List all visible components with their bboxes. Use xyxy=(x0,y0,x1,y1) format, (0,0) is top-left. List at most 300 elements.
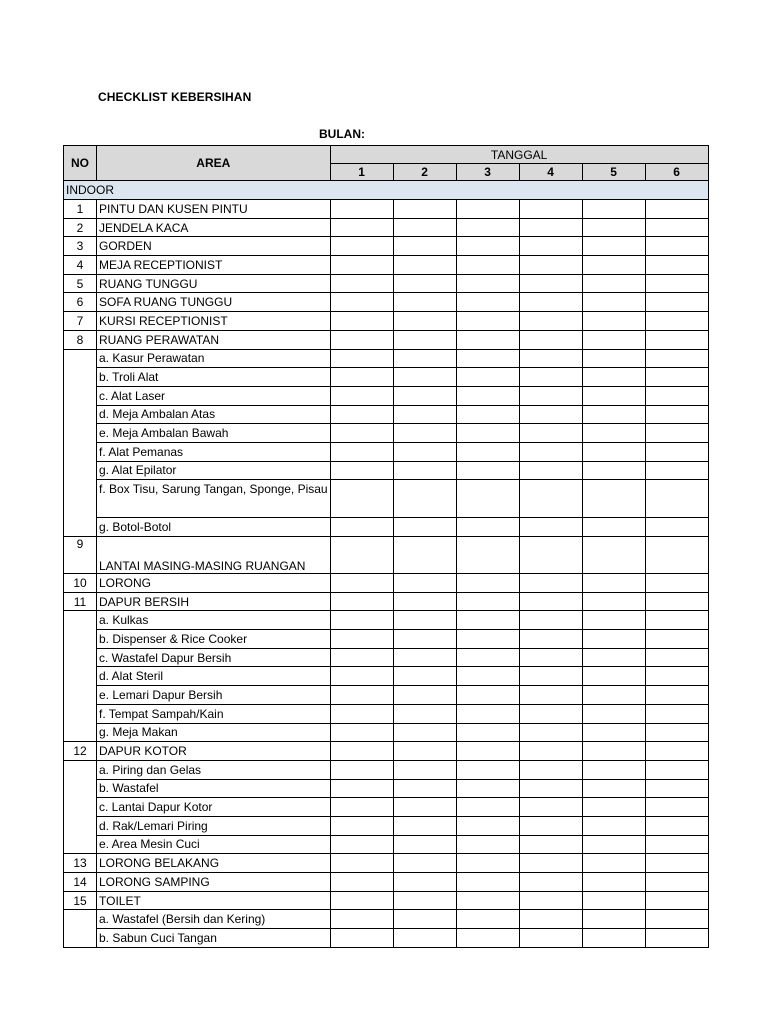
check-cell-day-3[interactable] xyxy=(456,592,519,611)
table-row xyxy=(64,274,709,293)
header-area: AREA xyxy=(97,146,331,181)
check-cell-day-1[interactable] xyxy=(330,891,393,910)
row-number xyxy=(64,611,97,742)
check-cell-day-5[interactable] xyxy=(582,218,645,237)
check-cell-day-3[interactable] xyxy=(456,368,519,387)
area-cell: b. Sabun Cuci Tangan xyxy=(97,929,331,948)
check-cell-day-3[interactable] xyxy=(456,667,519,686)
check-cell-day-3[interactable] xyxy=(456,293,519,312)
check-cell-day-6[interactable] xyxy=(645,368,708,387)
check-cell-day-1[interactable] xyxy=(330,480,393,518)
check-cell-day-5[interactable] xyxy=(582,723,645,742)
check-cell-day-6[interactable] xyxy=(645,873,708,892)
check-cell-day-2[interactable] xyxy=(393,480,456,518)
check-cell-day-3[interactable] xyxy=(456,218,519,237)
check-cell-day-4[interactable] xyxy=(519,929,582,948)
check-cell-day-2[interactable] xyxy=(393,816,456,835)
check-cell-day-4[interactable] xyxy=(519,816,582,835)
check-cell-day-6[interactable] xyxy=(645,330,708,349)
check-cell-day-4[interactable] xyxy=(519,854,582,873)
area-cell: DAPUR KOTOR xyxy=(97,742,331,761)
check-cell-day-1[interactable] xyxy=(330,779,393,798)
check-cell-day-1[interactable] xyxy=(330,349,393,368)
check-cell-day-1[interactable] xyxy=(330,611,393,630)
table-row xyxy=(64,648,709,667)
check-cell-day-4[interactable] xyxy=(519,312,582,331)
check-cell-day-5[interactable] xyxy=(582,518,645,537)
check-cell-day-4[interactable] xyxy=(519,480,582,518)
table-row xyxy=(64,386,709,405)
row-number: 8 xyxy=(64,330,97,349)
check-cell-day-1[interactable] xyxy=(330,742,393,761)
check-cell-day-1[interactable] xyxy=(330,667,393,686)
check-cell-day-1[interactable] xyxy=(330,312,393,331)
check-cell-day-3[interactable] xyxy=(456,442,519,461)
check-cell-day-1[interactable] xyxy=(330,330,393,349)
check-cell-day-6[interactable] xyxy=(645,537,708,574)
area-cell: f. Box Tisu, Sarung Tangan, Sponge, Pisau xyxy=(97,480,331,518)
check-cell-day-5[interactable] xyxy=(582,910,645,929)
check-cell-day-6[interactable] xyxy=(645,835,708,854)
check-cell-day-4[interactable] xyxy=(519,518,582,537)
check-cell-day-5[interactable] xyxy=(582,854,645,873)
table-row xyxy=(64,480,709,518)
check-cell-day-6[interactable] xyxy=(645,854,708,873)
check-cell-day-3[interactable] xyxy=(456,742,519,761)
check-cell-day-3[interactable] xyxy=(456,330,519,349)
check-cell-day-4[interactable] xyxy=(519,424,582,443)
area-cell: a. Kulkas xyxy=(97,611,331,630)
check-cell-day-3[interactable] xyxy=(456,274,519,293)
check-cell-day-4[interactable] xyxy=(519,256,582,275)
check-cell-day-5[interactable] xyxy=(582,592,645,611)
check-cell-day-5[interactable] xyxy=(582,368,645,387)
table-row xyxy=(64,461,709,480)
check-cell-day-1[interactable] xyxy=(330,368,393,387)
check-cell-day-5[interactable] xyxy=(582,704,645,723)
check-cell-day-4[interactable] xyxy=(519,386,582,405)
table-row xyxy=(64,368,709,387)
area-cell: c. Alat Laser xyxy=(97,386,331,405)
table-row xyxy=(64,518,709,537)
check-cell-day-2[interactable] xyxy=(393,312,456,331)
check-cell-day-3[interactable] xyxy=(456,518,519,537)
check-cell-day-1[interactable] xyxy=(330,405,393,424)
table-row xyxy=(64,537,709,574)
check-cell-day-3[interactable] xyxy=(456,349,519,368)
check-cell-day-1[interactable] xyxy=(330,218,393,237)
header-day: 5 xyxy=(582,164,645,181)
check-cell-day-4[interactable] xyxy=(519,349,582,368)
check-cell-day-5[interactable] xyxy=(582,293,645,312)
check-cell-day-6[interactable] xyxy=(645,293,708,312)
check-cell-day-1[interactable] xyxy=(330,798,393,817)
section-indoor: INDOOR xyxy=(64,181,709,200)
check-cell-day-4[interactable] xyxy=(519,686,582,705)
row-number: 12 xyxy=(64,742,97,761)
check-cell-day-5[interactable] xyxy=(582,742,645,761)
check-cell-day-4[interactable] xyxy=(519,442,582,461)
check-cell-day-6[interactable] xyxy=(645,630,708,649)
check-cell-day-1[interactable] xyxy=(330,854,393,873)
check-cell-day-3[interactable] xyxy=(456,798,519,817)
check-cell-day-6[interactable] xyxy=(645,218,708,237)
table-row xyxy=(64,200,709,219)
check-cell-day-6[interactable] xyxy=(645,667,708,686)
check-cell-day-2[interactable] xyxy=(393,835,456,854)
check-cell-day-4[interactable] xyxy=(519,200,582,219)
area-cell: b. Troli Alat xyxy=(97,368,331,387)
check-cell-day-3[interactable] xyxy=(456,574,519,593)
check-cell-day-1[interactable] xyxy=(330,237,393,256)
area-cell: c. Wastafel Dapur Bersih xyxy=(97,648,331,667)
check-cell-day-2[interactable] xyxy=(393,704,456,723)
area-cell: SOFA RUANG TUNGGU xyxy=(97,293,331,312)
check-cell-day-2[interactable] xyxy=(393,630,456,649)
table-row xyxy=(64,760,709,779)
check-cell-day-3[interactable] xyxy=(456,200,519,219)
row-number: 11 xyxy=(64,592,97,611)
check-cell-day-6[interactable] xyxy=(645,237,708,256)
check-cell-day-3[interactable] xyxy=(456,723,519,742)
check-cell-day-5[interactable] xyxy=(582,779,645,798)
check-cell-day-4[interactable] xyxy=(519,760,582,779)
area-cell: LORONG SAMPING xyxy=(97,873,331,892)
check-cell-day-6[interactable] xyxy=(645,349,708,368)
check-cell-day-2[interactable] xyxy=(393,386,456,405)
check-cell-day-2[interactable] xyxy=(393,873,456,892)
check-cell-day-2[interactable] xyxy=(393,424,456,443)
check-cell-day-6[interactable] xyxy=(645,256,708,275)
area-cell: c. Lantai Dapur Kotor xyxy=(97,798,331,817)
check-cell-day-3[interactable] xyxy=(456,256,519,275)
check-cell-day-5[interactable] xyxy=(582,312,645,331)
check-cell-day-6[interactable] xyxy=(645,200,708,219)
area-cell: e. Meja Ambalan Bawah xyxy=(97,424,331,443)
check-cell-day-6[interactable] xyxy=(645,648,708,667)
check-cell-day-3[interactable] xyxy=(456,312,519,331)
area-cell: e. Lemari Dapur Bersih xyxy=(97,686,331,705)
check-cell-day-4[interactable] xyxy=(519,910,582,929)
row-number: 4 xyxy=(64,256,97,275)
check-cell-day-5[interactable] xyxy=(582,461,645,480)
check-cell-day-1[interactable] xyxy=(330,256,393,275)
area-cell: d. Alat Steril xyxy=(97,667,331,686)
table-row xyxy=(64,779,709,798)
check-cell-day-3[interactable] xyxy=(456,779,519,798)
check-cell-day-5[interactable] xyxy=(582,929,645,948)
check-cell-day-2[interactable] xyxy=(393,667,456,686)
area-cell: MEJA RECEPTIONIST xyxy=(97,256,331,275)
check-cell-day-4[interactable] xyxy=(519,667,582,686)
check-cell-day-2[interactable] xyxy=(393,592,456,611)
check-cell-day-4[interactable] xyxy=(519,723,582,742)
check-cell-day-2[interactable] xyxy=(393,218,456,237)
row-number: 3 xyxy=(64,237,97,256)
area-cell: JENDELA KACA xyxy=(97,218,331,237)
check-cell-day-1[interactable] xyxy=(330,929,393,948)
check-cell-day-4[interactable] xyxy=(519,873,582,892)
check-cell-day-1[interactable] xyxy=(330,760,393,779)
check-cell-day-4[interactable] xyxy=(519,742,582,761)
check-cell-day-2[interactable] xyxy=(393,518,456,537)
check-cell-day-3[interactable] xyxy=(456,461,519,480)
row-number xyxy=(64,910,97,947)
check-cell-day-6[interactable] xyxy=(645,518,708,537)
check-cell-day-2[interactable] xyxy=(393,237,456,256)
header-day: 2 xyxy=(393,164,456,181)
check-cell-day-6[interactable] xyxy=(645,742,708,761)
table-row xyxy=(64,798,709,817)
check-cell-day-2[interactable] xyxy=(393,686,456,705)
check-cell-day-5[interactable] xyxy=(582,611,645,630)
check-cell-day-4[interactable] xyxy=(519,461,582,480)
check-cell-day-6[interactable] xyxy=(645,405,708,424)
row-number: 6 xyxy=(64,293,97,312)
check-cell-day-6[interactable] xyxy=(645,611,708,630)
check-cell-day-1[interactable] xyxy=(330,835,393,854)
check-cell-day-5[interactable] xyxy=(582,798,645,817)
check-cell-day-3[interactable] xyxy=(456,873,519,892)
document-title: CHECKLIST KEBERSIHAN xyxy=(98,90,252,104)
check-cell-day-3[interactable] xyxy=(456,237,519,256)
area-cell: GORDEN xyxy=(97,237,331,256)
check-cell-day-6[interactable] xyxy=(645,592,708,611)
check-cell-day-5[interactable] xyxy=(582,760,645,779)
table-row xyxy=(64,723,709,742)
check-cell-day-6[interactable] xyxy=(645,686,708,705)
check-cell-day-1[interactable] xyxy=(330,274,393,293)
table-row xyxy=(64,312,709,331)
check-cell-day-5[interactable] xyxy=(582,405,645,424)
row-number: 9 xyxy=(64,537,97,574)
table-row xyxy=(64,929,709,948)
check-cell-day-2[interactable] xyxy=(393,200,456,219)
check-cell-day-5[interactable] xyxy=(582,835,645,854)
table-row xyxy=(64,910,709,929)
check-cell-day-5[interactable] xyxy=(582,256,645,275)
check-cell-day-6[interactable] xyxy=(645,424,708,443)
check-cell-day-5[interactable] xyxy=(582,891,645,910)
table-row xyxy=(64,816,709,835)
check-cell-day-1[interactable] xyxy=(330,816,393,835)
area-cell: e. Area Mesin Cuci xyxy=(97,835,331,854)
check-cell-day-1[interactable] xyxy=(330,518,393,537)
check-cell-day-2[interactable] xyxy=(393,854,456,873)
check-cell-day-1[interactable] xyxy=(330,293,393,312)
check-cell-day-5[interactable] xyxy=(582,873,645,892)
area-cell: g. Alat Epilator xyxy=(97,461,331,480)
check-cell-day-5[interactable] xyxy=(582,349,645,368)
check-cell-day-3[interactable] xyxy=(456,386,519,405)
check-cell-day-2[interactable] xyxy=(393,274,456,293)
header-day: 3 xyxy=(456,164,519,181)
check-cell-day-3[interactable] xyxy=(456,929,519,948)
check-cell-day-2[interactable] xyxy=(393,330,456,349)
check-cell-day-3[interactable] xyxy=(456,760,519,779)
check-cell-day-5[interactable] xyxy=(582,442,645,461)
check-cell-day-1[interactable] xyxy=(330,686,393,705)
check-cell-day-2[interactable] xyxy=(393,442,456,461)
row-number: 7 xyxy=(64,312,97,331)
check-cell-day-1[interactable] xyxy=(330,592,393,611)
check-cell-day-3[interactable] xyxy=(456,405,519,424)
check-cell-day-3[interactable] xyxy=(456,630,519,649)
area-cell: LORONG BELAKANG xyxy=(97,854,331,873)
check-cell-day-3[interactable] xyxy=(456,480,519,518)
check-cell-day-6[interactable] xyxy=(645,891,708,910)
check-cell-day-2[interactable] xyxy=(393,368,456,387)
check-cell-day-6[interactable] xyxy=(645,386,708,405)
check-cell-day-2[interactable] xyxy=(393,537,456,574)
check-cell-day-5[interactable] xyxy=(582,386,645,405)
check-cell-day-3[interactable] xyxy=(456,816,519,835)
row-number: 13 xyxy=(64,854,97,873)
check-cell-day-5[interactable] xyxy=(582,424,645,443)
check-cell-day-4[interactable] xyxy=(519,330,582,349)
check-cell-day-5[interactable] xyxy=(582,816,645,835)
check-cell-day-4[interactable] xyxy=(519,537,582,574)
check-cell-day-4[interactable] xyxy=(519,274,582,293)
area-cell: f. Tempat Sampah/Kain xyxy=(97,704,331,723)
check-cell-day-6[interactable] xyxy=(645,798,708,817)
check-cell-day-3[interactable] xyxy=(456,910,519,929)
check-cell-day-1[interactable] xyxy=(330,630,393,649)
check-cell-day-2[interactable] xyxy=(393,910,456,929)
cleaning-checklist-table xyxy=(63,145,709,948)
check-cell-day-4[interactable] xyxy=(519,611,582,630)
area-cell: LANTAI MASING-MASING RUANGAN xyxy=(97,537,331,574)
table-row xyxy=(64,442,709,461)
check-cell-day-4[interactable] xyxy=(519,704,582,723)
check-cell-day-6[interactable] xyxy=(645,910,708,929)
check-cell-day-4[interactable] xyxy=(519,368,582,387)
check-cell-day-1[interactable] xyxy=(330,648,393,667)
check-cell-day-6[interactable] xyxy=(645,779,708,798)
check-cell-day-6[interactable] xyxy=(645,442,708,461)
check-cell-day-1[interactable] xyxy=(330,704,393,723)
check-cell-day-6[interactable] xyxy=(645,312,708,331)
check-cell-day-5[interactable] xyxy=(582,237,645,256)
table-row xyxy=(64,611,709,630)
check-cell-day-6[interactable] xyxy=(645,480,708,518)
check-cell-day-1[interactable] xyxy=(330,442,393,461)
check-cell-day-6[interactable] xyxy=(645,461,708,480)
table-row xyxy=(64,574,709,593)
check-cell-day-1[interactable] xyxy=(330,574,393,593)
check-cell-day-2[interactable] xyxy=(393,611,456,630)
check-cell-day-3[interactable] xyxy=(456,686,519,705)
header-day: 1 xyxy=(330,164,393,181)
check-cell-day-2[interactable] xyxy=(393,779,456,798)
check-cell-day-3[interactable] xyxy=(456,537,519,574)
check-cell-day-1[interactable] xyxy=(330,910,393,929)
check-cell-day-5[interactable] xyxy=(582,686,645,705)
check-cell-day-5[interactable] xyxy=(582,630,645,649)
check-cell-day-4[interactable] xyxy=(519,648,582,667)
table-row xyxy=(64,835,709,854)
check-cell-day-2[interactable] xyxy=(393,798,456,817)
check-cell-day-3[interactable] xyxy=(456,611,519,630)
check-cell-day-2[interactable] xyxy=(393,293,456,312)
check-cell-day-4[interactable] xyxy=(519,779,582,798)
check-cell-day-4[interactable] xyxy=(519,630,582,649)
check-cell-day-5[interactable] xyxy=(582,667,645,686)
header-day: 6 xyxy=(645,164,708,181)
table-row xyxy=(64,891,709,910)
check-cell-day-4[interactable] xyxy=(519,237,582,256)
check-cell-day-2[interactable] xyxy=(393,760,456,779)
check-cell-day-1[interactable] xyxy=(330,424,393,443)
check-cell-day-2[interactable] xyxy=(393,648,456,667)
check-cell-day-5[interactable] xyxy=(582,480,645,518)
check-cell-day-4[interactable] xyxy=(519,891,582,910)
check-cell-day-1[interactable] xyxy=(330,873,393,892)
check-cell-day-2[interactable] xyxy=(393,256,456,275)
check-cell-day-6[interactable] xyxy=(645,723,708,742)
check-cell-day-1[interactable] xyxy=(330,386,393,405)
check-cell-day-1[interactable] xyxy=(330,723,393,742)
check-cell-day-5[interactable] xyxy=(582,648,645,667)
header-tanggal: TANGGAL xyxy=(330,146,708,164)
check-cell-day-4[interactable] xyxy=(519,293,582,312)
row-number: 2 xyxy=(64,218,97,237)
check-cell-day-3[interactable] xyxy=(456,854,519,873)
check-cell-day-6[interactable] xyxy=(645,929,708,948)
check-cell-day-3[interactable] xyxy=(456,704,519,723)
table-row xyxy=(64,293,709,312)
check-cell-day-3[interactable] xyxy=(456,835,519,854)
check-cell-day-5[interactable] xyxy=(582,200,645,219)
check-cell-day-4[interactable] xyxy=(519,574,582,593)
check-cell-day-3[interactable] xyxy=(456,648,519,667)
area-cell: b. Dispenser & Rice Cooker xyxy=(97,630,331,649)
check-cell-day-6[interactable] xyxy=(645,274,708,293)
check-cell-day-5[interactable] xyxy=(582,574,645,593)
check-cell-day-6[interactable] xyxy=(645,816,708,835)
table-row xyxy=(64,349,709,368)
check-cell-day-1[interactable] xyxy=(330,200,393,219)
check-cell-day-2[interactable] xyxy=(393,891,456,910)
check-cell-day-2[interactable] xyxy=(393,461,456,480)
area-cell: a. Kasur Perawatan xyxy=(97,349,331,368)
check-cell-day-4[interactable] xyxy=(519,835,582,854)
check-cell-day-2[interactable] xyxy=(393,742,456,761)
check-cell-day-6[interactable] xyxy=(645,574,708,593)
check-cell-day-5[interactable] xyxy=(582,274,645,293)
check-cell-day-2[interactable] xyxy=(393,349,456,368)
table-row xyxy=(64,873,709,892)
row-number: 5 xyxy=(64,274,97,293)
check-cell-day-5[interactable] xyxy=(582,537,645,574)
check-cell-day-4[interactable] xyxy=(519,798,582,817)
check-cell-day-2[interactable] xyxy=(393,574,456,593)
check-cell-day-3[interactable] xyxy=(456,891,519,910)
check-cell-day-1[interactable] xyxy=(330,461,393,480)
table-row xyxy=(64,424,709,443)
check-cell-day-2[interactable] xyxy=(393,405,456,424)
check-cell-day-6[interactable] xyxy=(645,704,708,723)
check-cell-day-2[interactable] xyxy=(393,723,456,742)
check-cell-day-4[interactable] xyxy=(519,405,582,424)
check-cell-day-1[interactable] xyxy=(330,537,393,574)
check-cell-day-3[interactable] xyxy=(456,424,519,443)
check-cell-day-6[interactable] xyxy=(645,760,708,779)
check-cell-day-5[interactable] xyxy=(582,330,645,349)
check-cell-day-2[interactable] xyxy=(393,929,456,948)
check-cell-day-4[interactable] xyxy=(519,592,582,611)
check-cell-day-4[interactable] xyxy=(519,218,582,237)
